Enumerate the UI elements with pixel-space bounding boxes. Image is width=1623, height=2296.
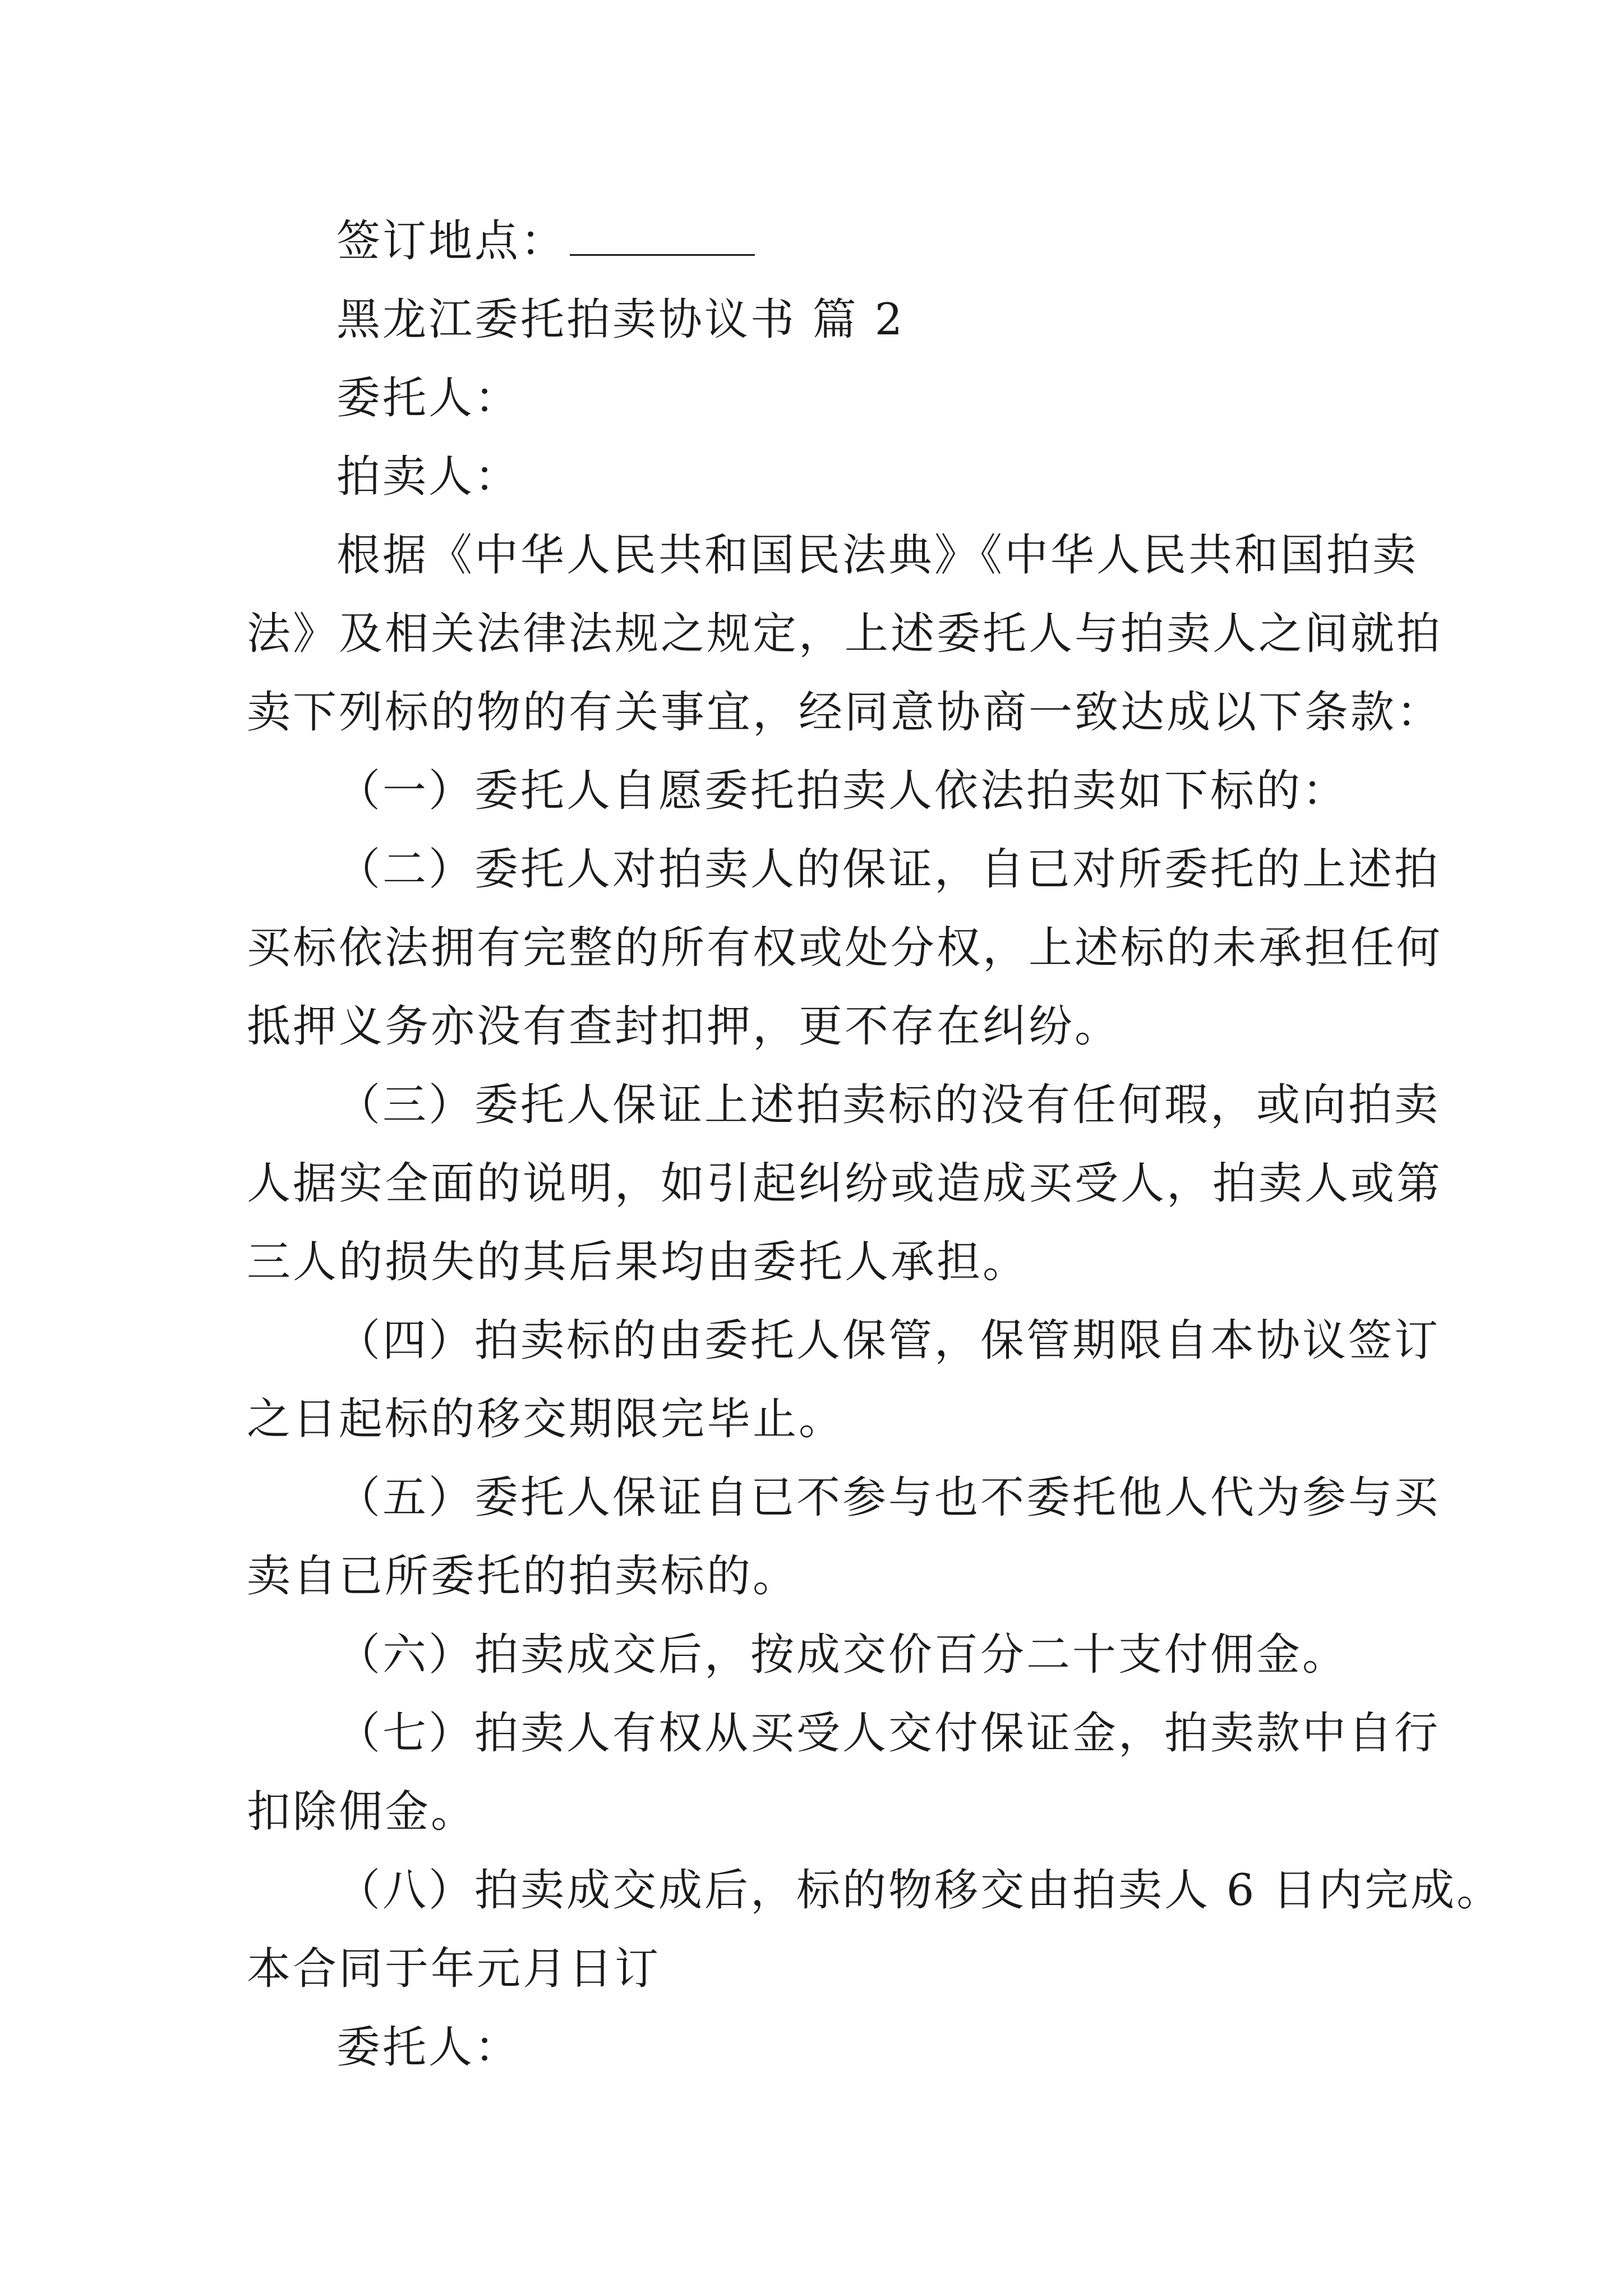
principal-label: 委托人： <box>336 373 521 424</box>
clause-4-continued: 之日起标的移交期限完毕止。 <box>247 1394 845 1444</box>
clause-4: （四）拍卖标的由委托人保管，保管期限自本协议签订 <box>336 1315 1441 1366</box>
signing-place-line <box>247 202 1396 280</box>
paragraph-line: 法》及相关法律法规之规定，上述委托人与拍卖人之间就拍 <box>247 609 1443 659</box>
section-heading: 黑龙江委托拍卖协议书 篇 2 <box>336 295 905 345</box>
clause-2-continued: 抵押义务亦没有查封扣押，更不存在纠纷。 <box>247 1001 1121 1052</box>
principal-signature-label: 委托人： <box>336 2022 521 2073</box>
clause-3-continued: 三人的损失的其后果均由委托人承担。 <box>247 1237 1029 1287</box>
clause-5-continued: 卖自已所委托的拍卖标的。 <box>247 1551 799 1602</box>
paragraph-line: 根据《中华人民共和国民法典》《中华人民共和国拍卖 <box>336 530 1419 581</box>
clause-7-continued: 扣除佣金。 <box>247 1787 477 1837</box>
clause-3-continued: 人据实全面的说明，如引起纠纷或造成买受人，拍卖人或第 <box>247 1158 1443 1209</box>
clause-2-continued: 买标依法拥有完整的所有权或处分权，上述标的未承担任何 <box>247 923 1443 973</box>
paragraph-line: 卖下列标的物的有关事宜，经同意协商一致达成以下条款： <box>247 687 1443 738</box>
signing-place-blank <box>570 219 755 256</box>
clause-5: （五）委托人保证自已不参与也不委托他人代为参与买 <box>336 1473 1441 1523</box>
clause-8: （八）拍卖成交成后，标的物移交由拍卖人 6 日内完成。 <box>336 1865 1503 1916</box>
clause-1: （一）委托人自愿委托拍卖人依法拍卖如下标的： <box>336 766 1349 816</box>
clause-6: （六）拍卖成交后，按成交价百分二十支付佣金。 <box>336 1630 1349 1680</box>
clause-3: （三）委托人保证上述拍卖标的没有任何瑕，或向拍卖 <box>336 1080 1441 1130</box>
document-body <box>247 202 1503 2087</box>
clause-2: （二）委托人对拍卖人的保证，自已对所委托的上述拍 <box>336 844 1441 895</box>
contract-date-line: 本合同于年元月日订 <box>247 1944 661 1994</box>
signing-place-label: 签订地点： <box>336 216 567 266</box>
auctioneer-label: 拍卖人： <box>336 452 521 502</box>
clause-7: （七）拍卖人有权从买受人交付保证金，拍卖款中自行 <box>336 1708 1441 1759</box>
